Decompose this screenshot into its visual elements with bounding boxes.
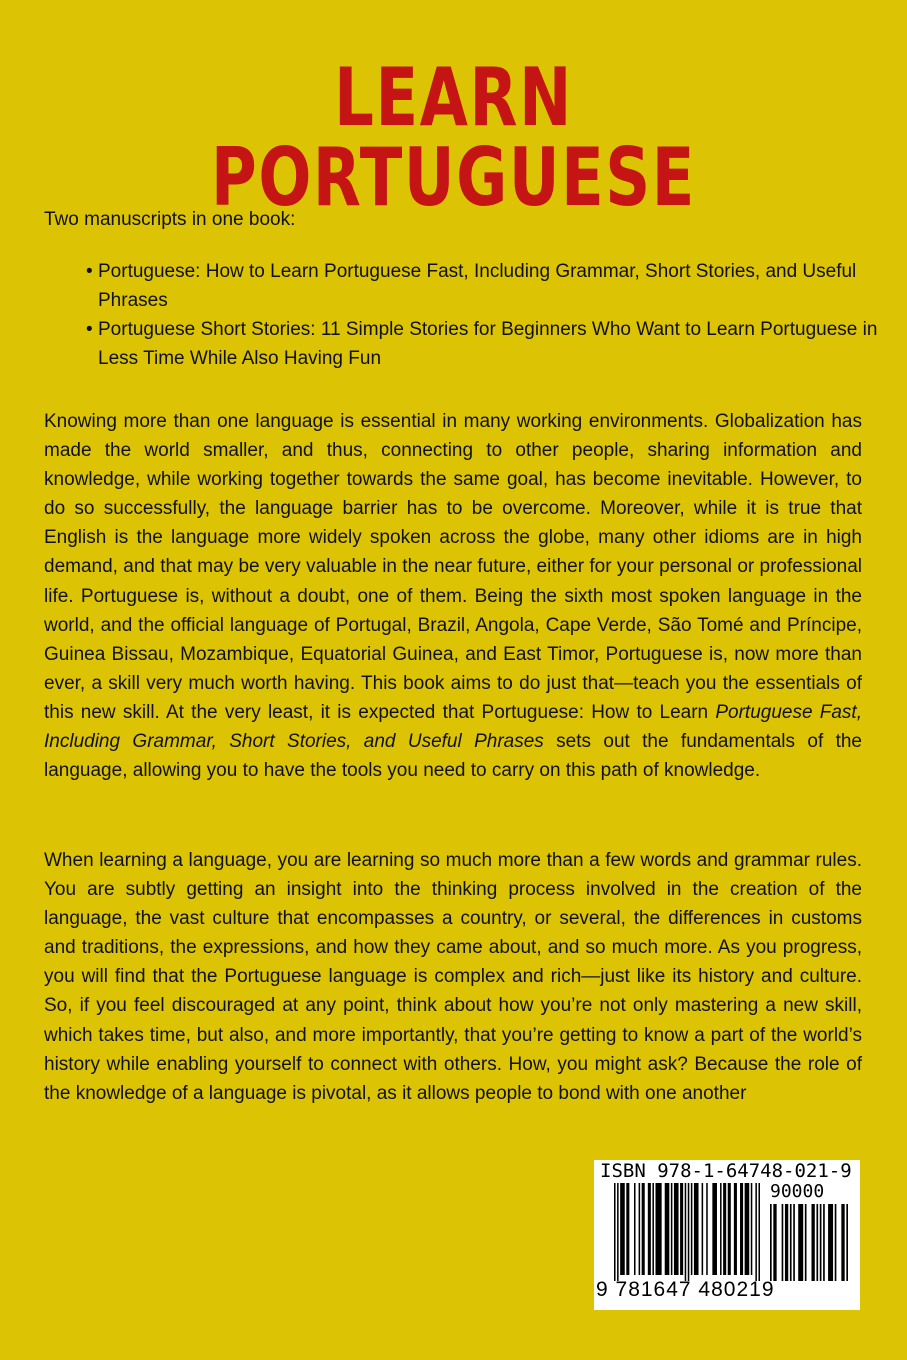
addon-bar [820, 1204, 822, 1281]
addon-barcode-bars [770, 1204, 848, 1281]
ean13-bar [614, 1183, 616, 1281]
ean13-bar [691, 1183, 693, 1275]
addon-bar [785, 1204, 788, 1281]
addon-bar [841, 1204, 844, 1281]
ean13-bar [745, 1183, 750, 1275]
ean13-bar [634, 1183, 636, 1275]
ean13-bar [620, 1183, 625, 1275]
ean13-bar [671, 1183, 673, 1275]
price-code: 90000 [770, 1181, 825, 1202]
addon-bar [773, 1204, 776, 1281]
ean13-bar [758, 1183, 760, 1281]
ean13-bar [751, 1183, 753, 1275]
addon-bar [823, 1204, 825, 1281]
ean13-bar [674, 1183, 679, 1275]
addon-bar [816, 1204, 818, 1281]
ean13-bar [706, 1183, 708, 1275]
description-paragraph-2: When learning a language, you are learning so much more than a few words and grammar rules. You are subtly getting an insight into the thinking process involved in the creation of the language, the vast culture that encompasses a country, or several, the differences in customs and traditions, the expressions, and how they came about, and so much more. As you progress, you will find that the Portuguese language is complex and rich—just like its history and culture. So, if you feel discouraged at any point, think about how you’re not only mastering a new skill, which takes time, but also, and more importantly, that you’re getting to know a part of the world’s history while enabling yourself to connect with others. How, you might ask? Because the role of the knowledge of a language is pivotal, as it allows people to bond with one another [44, 850, 862, 1104]
addon-bar [798, 1204, 803, 1281]
addon-bar [835, 1204, 837, 1281]
ean13-bar [639, 1183, 641, 1275]
ean13-bar [694, 1183, 699, 1275]
isbn-barcode-box [594, 1160, 860, 1310]
ean13-bar [655, 1183, 661, 1275]
paragraph-1-italic-title: Portuguese Fast, Including Grammar, Short Stories, and Useful Phrases [44, 701, 862, 753]
description-paragraph-1 [44, 407, 862, 785]
addon-bar [790, 1204, 792, 1281]
manuscript-item-2: • Portuguese Short Stories: 11 Simple Stories for Beginners Who Want to Learn Portuguese in Less Time While Also Having Fun [86, 315, 886, 373]
isbn-label: ISBN 978-1-64748-021-9 [600, 1160, 852, 1182]
addon-bar [793, 1204, 795, 1281]
paragraph-1-text-end: sets out the fundamentals of the language, allowing you to have the tools you need to carry on this path of knowledge. [44, 731, 862, 782]
ean13-bar [734, 1183, 737, 1275]
ean13-bar [688, 1183, 690, 1281]
ean13-bar [685, 1183, 687, 1281]
book-title: LEARN PORTUGUESE [211, 51, 696, 224]
ean13-bar [652, 1183, 654, 1275]
ean13-bar [755, 1183, 757, 1281]
ean-digits: 9 781647 480219 [596, 1278, 775, 1301]
ean13-bar [728, 1183, 731, 1275]
manuscript-item-1: • Portuguese: How to Learn Portuguese Fast, Including Grammar, Short Stories, and Useful Phrases [86, 257, 886, 315]
addon-bar [828, 1204, 833, 1281]
addon-bar [770, 1204, 772, 1281]
ean13-bar [720, 1183, 722, 1275]
addon-bar [782, 1204, 784, 1281]
addon-bar [846, 1204, 848, 1281]
ean13-bar [617, 1183, 619, 1281]
ean13-barcode-bars [614, 1183, 760, 1281]
ean13-bar [626, 1183, 629, 1275]
ean13-bar [740, 1183, 743, 1275]
ean13-bar [702, 1183, 704, 1275]
addon-bar [811, 1204, 814, 1281]
paragraph-1-text-start: Knowing more than one language is essential in many working environments. Globalization has made the world smaller, and thus, connecting to other people, sharing information and knowledge, while working together towards the same goal, has become inevitable. However, to do so successfully, the language barrier has to be overcome. Moreover, while it is true that English is the language more widely spoken across the globe, many other idioms are in high demand, and that may be very valuable in the near future, either for your personal or professional life. Portuguese is, without a doubt, one of them. Being the sixth most spoken language in the world, and the official language of Portugal, Brazil, Angola, Cape Verde, São Tomé and Príncipe, Guinea Bissau, Mozambique, Equatorial Guinea, and East Timor, Portuguese is, now more than ever, a skill very much worth having. This book aims to do just that—teach you the essentials of this new skill. At the very least, it is expected that Portuguese: How to Learn [44, 411, 862, 723]
ean13-bar [723, 1183, 726, 1275]
manuscript-list [86, 257, 886, 373]
ean13-bar [665, 1183, 670, 1275]
addon-bar [805, 1204, 807, 1281]
ean13-bar [648, 1183, 651, 1275]
intro-line: Two manuscripts in one book: [44, 209, 296, 230]
ean13-bar [642, 1183, 645, 1275]
ean13-bar [680, 1183, 683, 1275]
ean13-bar [712, 1183, 717, 1275]
